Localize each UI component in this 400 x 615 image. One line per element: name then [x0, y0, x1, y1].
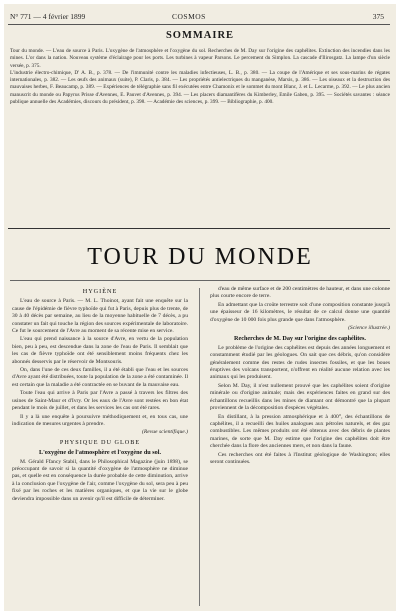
- section-title: TOUR DU MONDE: [87, 244, 313, 270]
- journal-page: [4, 4, 396, 611]
- paragraph: L'eau qui prend naissance à la source d'Avre, en vertu de la population bien, peu à peu, est descendue dans la zone de l'eau de Paris. Il semblait que les cas de fièvre typhoïde ont été sensiblement moins fréquents chez les abonnés desservis par le réservoir de Montsouris.: [12, 336, 188, 365]
- issue-number: N° 771 — 4 février 1899: [10, 12, 86, 21]
- section-heading: PHYSIQUE DU GLOBE: [59, 438, 141, 446]
- summary-text: [10, 48, 390, 226]
- summary-rule: [8, 228, 390, 229]
- section-rule: [10, 280, 390, 281]
- running-header: [4, 12, 396, 22]
- article-title: Recherches de M. Day sur l'origine des caphélites.: [234, 335, 366, 343]
- summary-paragraph: Tour du monde. — L'eau de source à Paris. L'oxygène de l'atmosphère et l'oxygène du sol. Recherches de M. Day sur l'origine des caphélites. Extinction des incendies dans les mines. L'or dans la nation. Nouveau système d'éclairage pour les ports. Les turbines à vapeur Parsons. Le percement du Simplon. La cascade d'Ilirosgatz. La lampe d'un siècle versée, p. 375.: [10, 48, 390, 69]
- right-column: [210, 286, 390, 608]
- paragraph: Ces recherches ont été faites à l'Institut géologique de Washington; elles seront continuées.: [210, 451, 390, 465]
- paragraph: Le problème de l'origine des caphélites est depuis des années longuement et constamment étudié par les géologues. On sait que ces débris, qu'on considère généralement comme des restes de rudes insectes fossiles, et que les boues éruptives des volcans transportent, n'offrent en réalité aucune relation avec les animaux qui les produisent.: [210, 344, 390, 381]
- paragraph: M. Gérald Ffancy Stabil, dans le Philosophical Magazine (juin 1898), se préoccupant de savoir si la quantité d'oxygène de l'atmosphère ne diminue pas, et quelle est en conséquence la durée probable de cette diminution, arrive à la conclusion que l'oxygène de l'air, comme l'oxygène du sol, sera peu à peu fixé par les roches et les matières organiques, et que la vie sur le globe deviendra impossible dans un avenir qu'il est difficile de déterminer.: [12, 458, 188, 502]
- paragraph: Il y a là une enquête à poursuivre méthodiquement et, en tous cas, une indication de mesures urgentes à prendre.: [12, 413, 188, 427]
- left-column: [12, 286, 188, 608]
- section-heading: HYGIÈNE: [82, 288, 118, 295]
- header-rule: [8, 24, 390, 25]
- paragraph: On, dans l'une de ces deux familles, il a été établi que l'eau et les sources d'Avre ayant été distribuées, toute la population de la zone a été contaminée. Il est certain que la maladie a été contractée en se buvant de la mauvaise eau.: [12, 367, 188, 388]
- paragraph: Selon M. Day, il n'est nullement prouvé que les caphélites soient d'origine minérale ou d'origine animale; mais des expériences faites en grand sur des échantillons recueillis dans les mines de diamant ont démontré que la plupart proviennent de la décomposition d'espèces végétales.: [210, 382, 390, 412]
- column-divider: [199, 288, 200, 606]
- paragraph: L'eau de source à Paris. — M. L. Thoinot, ayant fait une enquête sur la cause de l'épidémie de fièvre typhoïde qui fut à Paris, depuis plus de trente, de 30 à 40 décès par semaine, au lieu de la moyenne habituelle de 7 décès, a pu constater un fait qui touche la région des sources expérimentale de laboratoire. Ce fut le sourcement de l'Avre au moment de sa récente mise en service.: [12, 298, 188, 335]
- source-credit: (Revue scientifique.): [142, 429, 188, 436]
- article-title: L'oxygène de l'atmosphère et l'oxygène du sol.: [38, 449, 162, 457]
- summary-paragraph: L'industrie électro-chimique, D' A. B., p. 378. — De l'immunité contre les maladies infectieuses, L. B., p. 380. — La coupe de l'Amérique et ses sous-marins de régates internationales, p. 382. — Les œufs des animaux (suite), P. Claris, p. 384. — Les propriétés antielectriques du manganèse, Marsis, p. 386. — Les oiseaux et la destruction des mauvaises herbes, F. Beaucamp, p. 389. — Expériences de télégraphie sans fil exécutées entre Chamonix et le sommet du mont Blanc, J. et L. Lecarme, p. 392. — Le plus ancien manuscrit du monde ou Papyrus Prisse d'Avennes, E. Pauvet d'Avennes, p. 394. — Les placers diamantifères du Kimberley, Emile Gaben, p. 395. — Sociétés savantes : séance publique annuelle des Académies, discours du président, p. 398. — Académie des sciences, p. 399. — Bibliographie, p. 400.: [10, 69, 390, 106]
- summary-title: SOMMAIRE: [165, 30, 235, 41]
- paragraph: En admettant que la croûte terrestre soit d'une composition constante jusqu'à une épaisseur de 16 kilomètres, le résultat de ce calcul donne une quantité d'oxygène de 10 000 fois plus grande que dans l'atmosphère.: [210, 301, 390, 323]
- source-credit: (Science illustrée.): [348, 325, 390, 332]
- paragraph: Toute l'eau qui arrive à Paris par l'Avre a passé à travers les filtres des usines de Saint-Maur et d'Ivry. Or les eaux de l'Avre sont restées en bon état pendant le mois de juillet, et dans les services les cas ont été rares.: [12, 390, 188, 412]
- journal-title: COSMOS: [172, 12, 206, 21]
- page-number: 375: [372, 12, 384, 21]
- paragraph: En distillant, à la pression atmosphérique et à 400°, des échantillons de caphélites, il a recueilli des huiles analogues aux pétroles naturels, et des gaz combustibles. Les mêmes produits ont été obtenus avec des débris de plantes marines, de sorte que M. Day estime que l'origine des caphélites doit être cherchée dans la flore des anciennes mers, et non dans la faune.: [210, 413, 390, 450]
- paragraph: d'eau de même surface et de 200 centimètres de hauteur, et dans une colonne plus courte encore de terre.: [210, 286, 390, 300]
